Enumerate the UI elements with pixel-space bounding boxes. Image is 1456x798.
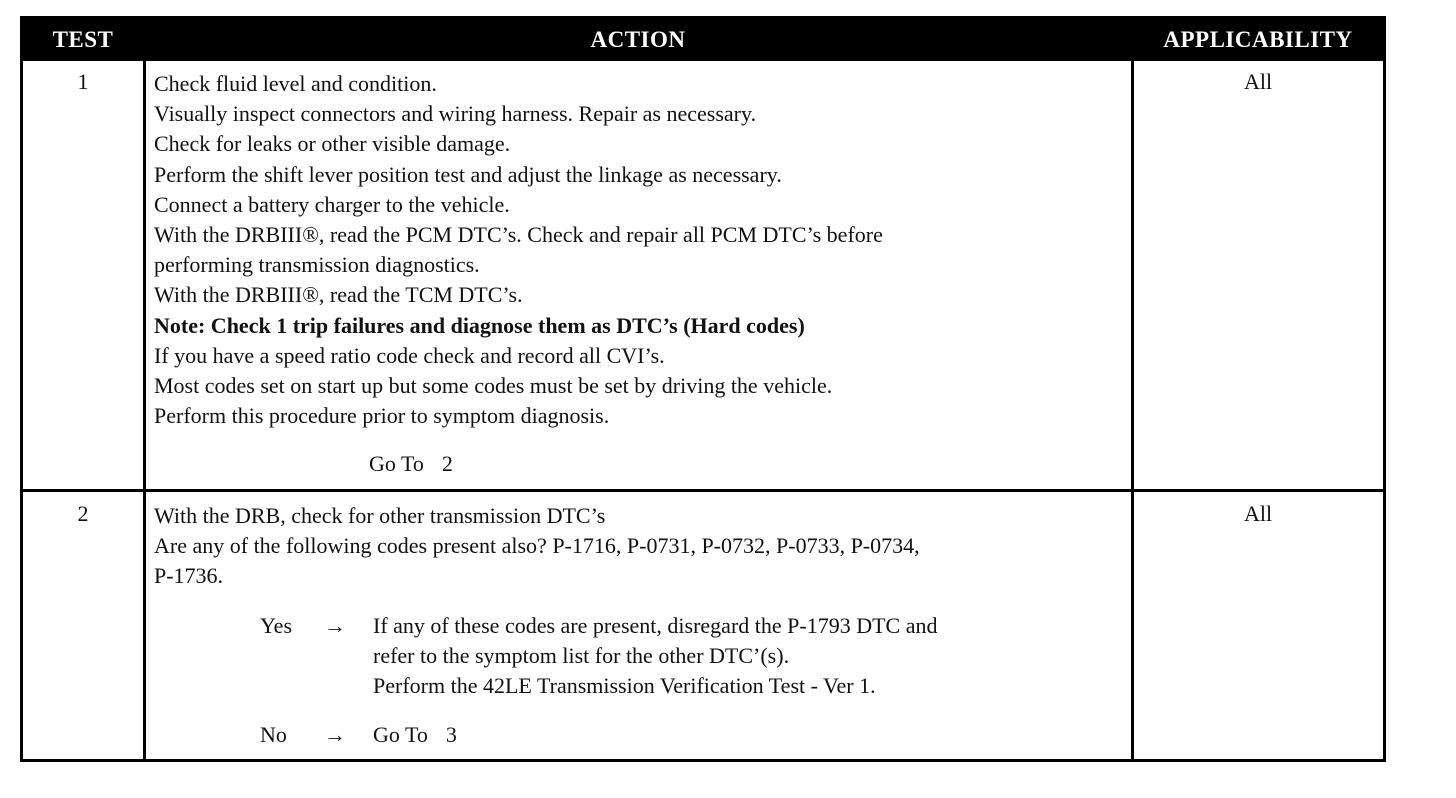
action-line: With the DRBIII®, read the PCM DTC’s. Check and repair all PCM DTC’s before <box>154 222 883 248</box>
yes-branch-continued <box>154 671 1129 701</box>
diagnostic-table <box>20 16 1386 762</box>
action-line: Perform the shift lever position test and adjust the linkage as necessary. <box>154 161 782 187</box>
yes-label: Yes <box>260 612 293 638</box>
action-line: performing transmission diagnostics. <box>154 252 480 278</box>
header-action: ACTION <box>590 27 686 52</box>
header-applicability: APPLICABILITY <box>1163 27 1353 52</box>
goto-instruction <box>369 449 1129 479</box>
action-line: Visually inspect connectors and wiring harness. Repair as necessary. <box>154 101 757 127</box>
no-branch <box>154 720 1129 750</box>
yes-branch <box>154 611 1129 641</box>
yes-line: Perform the 42LE Transmission Verification Test - Ver 1. <box>373 673 876 699</box>
header-test: TEST <box>52 27 114 52</box>
action-line: Most codes set on start up but some codes must be set by driving the vehicle. <box>154 373 833 399</box>
action-line: Connect a battery charger to the vehicle. <box>154 191 510 217</box>
table-header <box>23 19 1383 61</box>
row-divider <box>23 489 1383 492</box>
action-line: With the DRBIII®, read the TCM DTC’s. <box>154 282 523 308</box>
row-1-action <box>154 69 1129 480</box>
goto-target: 3 <box>445 722 457 748</box>
row-2-applicability: All <box>1243 501 1273 526</box>
row-2-action <box>154 501 1129 750</box>
goto-label: Go To <box>373 722 428 748</box>
no-goto <box>373 720 1129 750</box>
arrow-right-icon: → <box>324 612 346 638</box>
action-line: With the DRB, check for other transmission DTC’s <box>154 503 606 528</box>
action-line: If you have a speed ratio code check and record all CVI’s. <box>154 342 665 368</box>
yes-line: refer to the symptom list for the other DTC’(s). <box>373 642 790 668</box>
arrow-right-icon: → <box>324 722 346 748</box>
column-divider <box>1131 61 1134 762</box>
action-line: Are any of the following codes present also? P-1716, P-0731, P-0732, P-0733, P-0734, <box>154 533 920 559</box>
note-line: Note: Check 1 trip failures and diagnose them as DTC’s (Hard codes) <box>154 312 805 338</box>
row-2-test-number: 2 <box>77 501 89 526</box>
column-divider <box>143 61 146 762</box>
yes-branch-continued <box>154 641 1129 671</box>
action-line: Check fluid level and condition. <box>154 71 437 96</box>
row-1-test-number: 1 <box>77 69 89 94</box>
yes-line: If any of these codes are present, disregard the P-1793 DTC and <box>373 612 938 638</box>
action-line: Check for leaks or other visible damage. <box>154 131 511 157</box>
action-line: P-1736. <box>154 563 224 589</box>
goto-target: 2 <box>441 451 453 477</box>
no-label: No <box>260 722 287 748</box>
goto-label: Go To <box>369 451 424 477</box>
action-line: Perform this procedure prior to symptom diagnosis. <box>154 403 610 429</box>
row-1-applicability: All <box>1243 69 1273 94</box>
